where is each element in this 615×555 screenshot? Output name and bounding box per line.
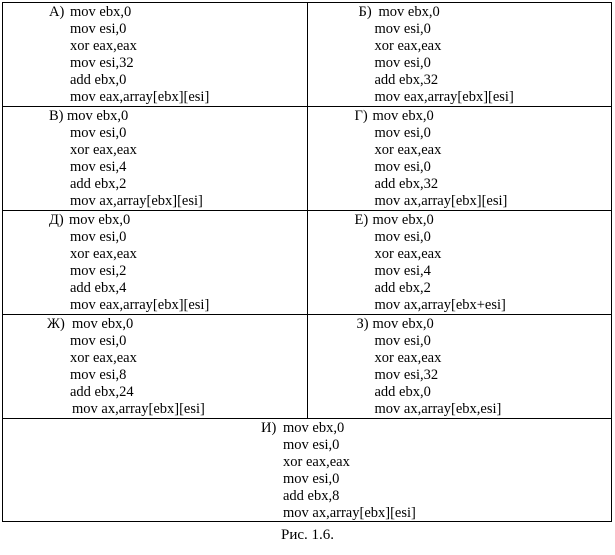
code-line: mov ebx,0 <box>67 108 129 124</box>
variant-cell-z <box>307 315 612 419</box>
code-line: mov esi,0 <box>70 333 127 349</box>
code-line: mov eax,array[ebx][esi] <box>70 89 210 105</box>
code-line: xor eax,eax <box>70 142 137 158</box>
code-line: mov esi,2 <box>70 263 127 279</box>
code-line: mov esi,0 <box>283 437 340 453</box>
variant-cell-g <box>307 107 612 211</box>
code-line: mov esi,4 <box>70 159 127 175</box>
code-line: add ebx,0 <box>70 72 127 88</box>
code-line: mov esi,0 <box>374 21 431 37</box>
variant-cell-zh <box>3 315 308 419</box>
variant-label: Д) <box>49 212 64 228</box>
variant-label: В) <box>49 108 64 124</box>
code-line: add ebx,32 <box>374 72 439 88</box>
variants-table <box>2 2 612 522</box>
variant-label: И) <box>261 420 277 436</box>
code-line: mov eax,array[ebx][esi] <box>70 297 210 313</box>
code-line: mov ax,array[ebx,esi] <box>374 401 502 417</box>
code-line: xor eax,eax <box>374 246 442 262</box>
code-line: mov ax,array[ebx][esi] <box>70 193 203 209</box>
variant-label: Ж) <box>47 316 65 332</box>
code-line: add ebx,32 <box>374 176 439 192</box>
code-line: add ebx,0 <box>374 384 431 400</box>
code-line: mov esi,0 <box>374 125 431 141</box>
variant-cell-a <box>3 3 308 107</box>
code-line: mov ebx,0 <box>372 212 434 228</box>
variant-cell-d <box>3 211 308 315</box>
code-line: mov ax,array[ebx][esi] <box>72 401 205 417</box>
code-line: mov esi,0 <box>70 125 127 141</box>
code-line: mov ebx,0 <box>69 212 131 228</box>
code-line: mov ebx,0 <box>70 4 132 20</box>
code-line: mov ax,array[ebx][esi] <box>283 505 416 521</box>
code-line: mov ax,array[ebx+esi] <box>374 297 506 313</box>
code-line: add ebx,2 <box>374 280 431 296</box>
code-line: mov ebx,0 <box>372 316 434 332</box>
code-line: mov ebx,0 <box>372 108 434 124</box>
code-line: add ebx,8 <box>283 488 340 504</box>
code-line: mov ebx,0 <box>72 316 134 332</box>
variant-label: Е) <box>354 212 369 228</box>
code-line: mov esi,8 <box>70 367 127 383</box>
variant-cell-b <box>307 3 612 107</box>
code-line: add ebx,4 <box>70 280 127 296</box>
variant-cell-e <box>307 211 612 315</box>
code-line: xor eax,eax <box>70 350 137 366</box>
code-line: mov eax,array[ebx][esi] <box>374 89 514 105</box>
code-line: mov esi,0 <box>70 21 127 37</box>
code-line: mov ebx,0 <box>378 4 440 20</box>
variant-label: Б) <box>358 4 372 20</box>
code-line: mov esi,0 <box>374 55 431 71</box>
code-line: xor eax,eax <box>70 38 137 54</box>
code-line: mov esi,0 <box>374 159 431 175</box>
code-line: mov ebx,0 <box>283 420 345 436</box>
code-line: mov esi,4 <box>374 263 431 279</box>
code-line: add ebx,24 <box>70 384 134 400</box>
variant-cell-v <box>3 107 308 211</box>
code-line: mov esi,0 <box>374 333 431 349</box>
code-line: mov esi,0 <box>283 471 340 487</box>
variant-label: З) <box>356 316 369 332</box>
code-line: xor eax,eax <box>374 142 442 158</box>
code-line: xor eax,eax <box>374 38 442 54</box>
figure-caption: Рис. 1.6. <box>280 527 335 543</box>
variant-cell-i <box>3 419 612 522</box>
code-line: xor eax,eax <box>283 454 350 470</box>
variant-label: Г) <box>354 108 368 124</box>
code-line: xor eax,eax <box>70 246 137 262</box>
code-line: add ebx,2 <box>70 176 127 192</box>
code-line: mov esi,32 <box>70 55 134 71</box>
code-line: mov esi,0 <box>70 229 127 245</box>
code-line: mov esi,0 <box>374 229 431 245</box>
code-line: mov ax,array[ebx][esi] <box>374 193 508 209</box>
code-line: xor eax,eax <box>374 350 442 366</box>
code-line: mov esi,32 <box>374 367 439 383</box>
variant-label: А) <box>49 4 65 20</box>
